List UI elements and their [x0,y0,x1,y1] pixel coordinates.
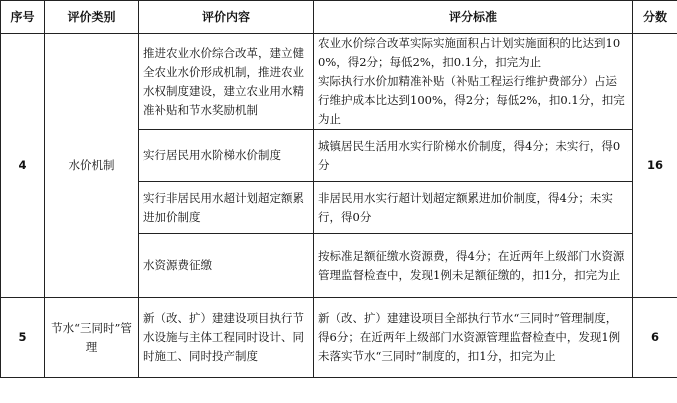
content-cell: 实行居民用水阶梯水价制度 [139,130,314,182]
standard-cell: 新（改、扩）建建设项目全部执行节水“三同时”管理制度，得6分；在近两年上级部门水资源管理监督检查中，发现1例未落实节水“三同时”制度的，扣1分，扣完为止 [314,298,633,378]
table-row [1,34,677,130]
score-cell: 6 [633,298,677,378]
header-no: 序号 [1,1,45,34]
table-row [1,298,677,378]
content-cell: 新（改、扩）建建设项目执行节水设施与主体工程同时设计、同时施工、同时投产制度 [139,298,314,378]
header-row [1,1,677,34]
content-cell: 推进农业水价综合改革，建立健全农业水价形成机制，推进农业水权制度建设，建立农业用水精准补贴和节水奖励机制 [139,34,314,130]
standard-cell: 按标准足额征缴水资源费，得4分；在近两年上级部门水资源管理监督检查中，发现1例未足额征缴的，扣1分，扣完为止 [314,234,633,298]
header-content: 评价内容 [139,1,314,34]
content-cell: 水资源费征缴 [139,234,314,298]
category-cell: 节水“三同时”管理 [45,298,139,378]
standard-cell: 非居民用水实行超计划超定额累进加价制度，得4分；未实行，得0分 [314,182,633,234]
header-category: 评价类别 [45,1,139,34]
score-cell: 16 [633,34,677,298]
item-number: 4 [1,34,45,298]
item-number: 5 [1,298,45,378]
header-standard: 评分标准 [314,1,633,34]
standard-cell: 城镇居民生活用水实行阶梯水价制度，得4分；未实行，得0分 [314,130,633,182]
header-score: 分数 [633,1,677,34]
standard-cell: 农业水价综合改革实际实施面积占计划实施面积的比达到100%，得2分；每低2%，扣0.1分，扣完为止 实际执行水价加精准补贴（补贴工程运行维护费部分）占运行维护成本比达到100%，得2分；每低2%，扣0.1分，扣完为止 [314,34,633,130]
category-cell: 水价机制 [45,34,139,298]
content-cell: 实行非居民用水超计划超定额累进加价制度 [139,182,314,234]
